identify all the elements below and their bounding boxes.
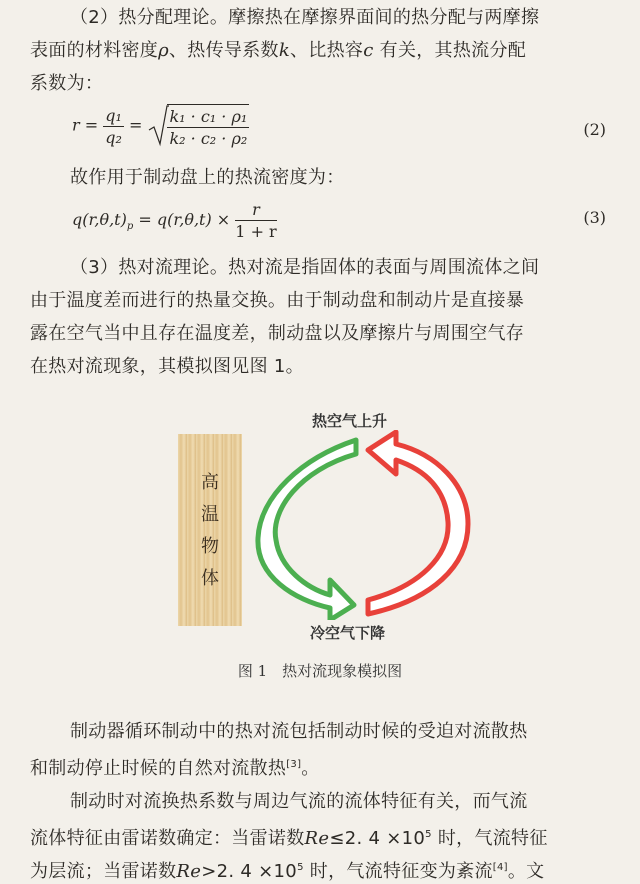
figure-caption: 图 1 热对流现象模拟图: [237, 662, 403, 680]
citation-3: [3]: [286, 759, 302, 770]
label-hot-air-rising: 热空气上升: [312, 412, 388, 430]
para-4-line-2: 和制动停止时候的自然对流散热[3]。: [30, 758, 320, 779]
para-5-line-1: 制动时对流换热系数与周边气流的流体特征有关，而气流: [70, 791, 528, 812]
para-3-line-4: 在热对流现象，其模拟图见图 1。: [30, 356, 304, 377]
equation-3: $q(r,\theta,t)_p = q(r,\theta,t)$ × $\frac{r}{1 + r}$: [72, 200, 277, 241]
para-2-line-2: 表面的材料密度ρ、热传导系数k、比热容c 有关，其热流分配: [30, 40, 527, 61]
cold-air-descending-arrow: [258, 440, 356, 620]
radical-fraction: $\frac{\text{k₁ · c₁ · ρ₁}}{\text{k₂ · c₂ · ρ₂}}$: [167, 104, 249, 148]
block-char-2: 温: [201, 504, 219, 525]
label-cold-air-descending: 冷空气下降: [310, 624, 386, 642]
equation-3-number: (3): [583, 208, 606, 227]
para-2-line-3: 系数为：: [30, 73, 104, 94]
sqrt-sign: [147, 104, 169, 148]
equation-2: r = $\frac{\text{q₁}}{\text{q₂}}$ = $\frac{\text{k₁ · c₁ · ρ₁}}{\text{k₂ · c₂ · ρ₂}}$: [72, 105, 248, 148]
eq3-fraction: $\frac{r}{1 + r}$: [235, 200, 277, 241]
block-char-1: 高: [201, 472, 219, 493]
para-3-line-1: （3）热对流理论。热对流是指固体的表面与周围流体之间: [70, 257, 540, 278]
block-char-3: 物: [201, 536, 219, 557]
high-temperature-object-block: [178, 434, 242, 626]
citation-4: [4]: [492, 862, 508, 873]
para-5-line-3: 为层流；当雷诺数Re>2. $4 \times 10^5$ 时，气流特征变为紊流[4]。文: [30, 861, 545, 882]
hot-air-rising-arrow: [368, 432, 468, 614]
block-char-4: 体: [201, 568, 219, 589]
para-4-line-1: 制动器循环制动中的热对流包括制动时候的受迫对流散热: [70, 721, 528, 742]
para-3-line-3: 露在空气当中且存在温度差，制动盘以及摩擦片与周围空气存: [30, 323, 525, 344]
para-2-line-1: （2）热分配理论。摩擦热在摩擦界面间的热分配与两摩擦: [70, 7, 540, 28]
equation-2-number: (2): [583, 120, 606, 139]
convection-arrows-diagram: [250, 430, 480, 620]
para-5-line-2: 流体特征由雷诺数确定：当雷诺数Re≤2. $4 \times 10^5$ 时，气流特征: [30, 828, 548, 849]
eq2-fraction: $\frac{\text{q₁}}{\text{q₂}}$: [105, 105, 122, 147]
para-3-line-2: 由于温度差而进行的热量交换。由于制动盘和制动片是直接暴: [30, 290, 525, 311]
text-heat-flux-intro: 故作用于制动盘上的热流密度为：: [70, 167, 345, 188]
